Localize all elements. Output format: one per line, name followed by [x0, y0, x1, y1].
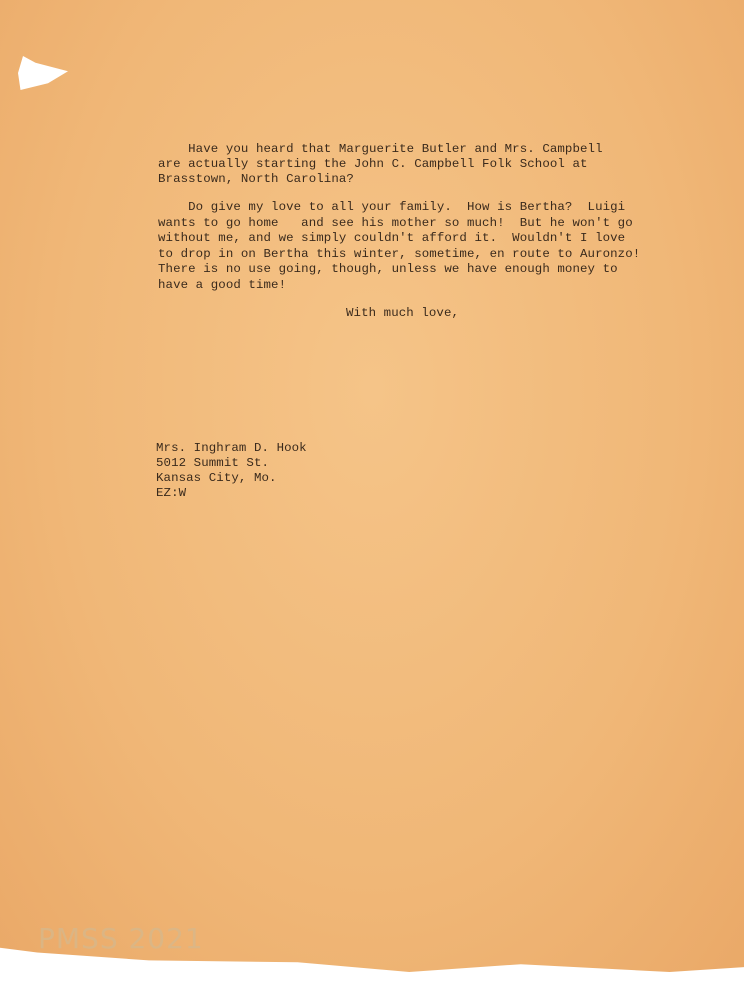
paragraph-1-line: Have you heard that Marguerite Butler and Mrs. Campbell: [158, 142, 603, 156]
paragraph-1-line: Brasstown, North Carolina?: [158, 172, 354, 186]
address-line: 5012 Summit St.: [156, 456, 270, 470]
closing: With much love,: [346, 306, 460, 320]
paragraph-2-line: wants to go home and see his mother so much! But he won't go: [158, 215, 633, 230]
paragraph-2-line: without me, and we simply couldn't afford it. Wouldn't I love: [158, 231, 626, 246]
paragraph-2-line: There is no use going, though, unless we have enough money to: [158, 262, 618, 277]
paragraph-2-line: Do give my love to all your family. How is Bertha? Luigi: [158, 200, 626, 214]
paragraph-2-line: to drop in on Bertha this winter, sometime, en route to Auronzo!: [158, 246, 641, 261]
paragraph-2-line: have a good time!: [158, 278, 287, 292]
address-line: Mrs. Inghram D. Hook: [156, 441, 307, 455]
watermark: PMSS 2021: [38, 922, 204, 955]
paragraph-1-line: are actually starting the John C. Campbell Folk School at: [158, 157, 588, 171]
address-line: EZ:W: [156, 486, 187, 500]
address-line: Kansas City, Mo.: [156, 471, 277, 485]
